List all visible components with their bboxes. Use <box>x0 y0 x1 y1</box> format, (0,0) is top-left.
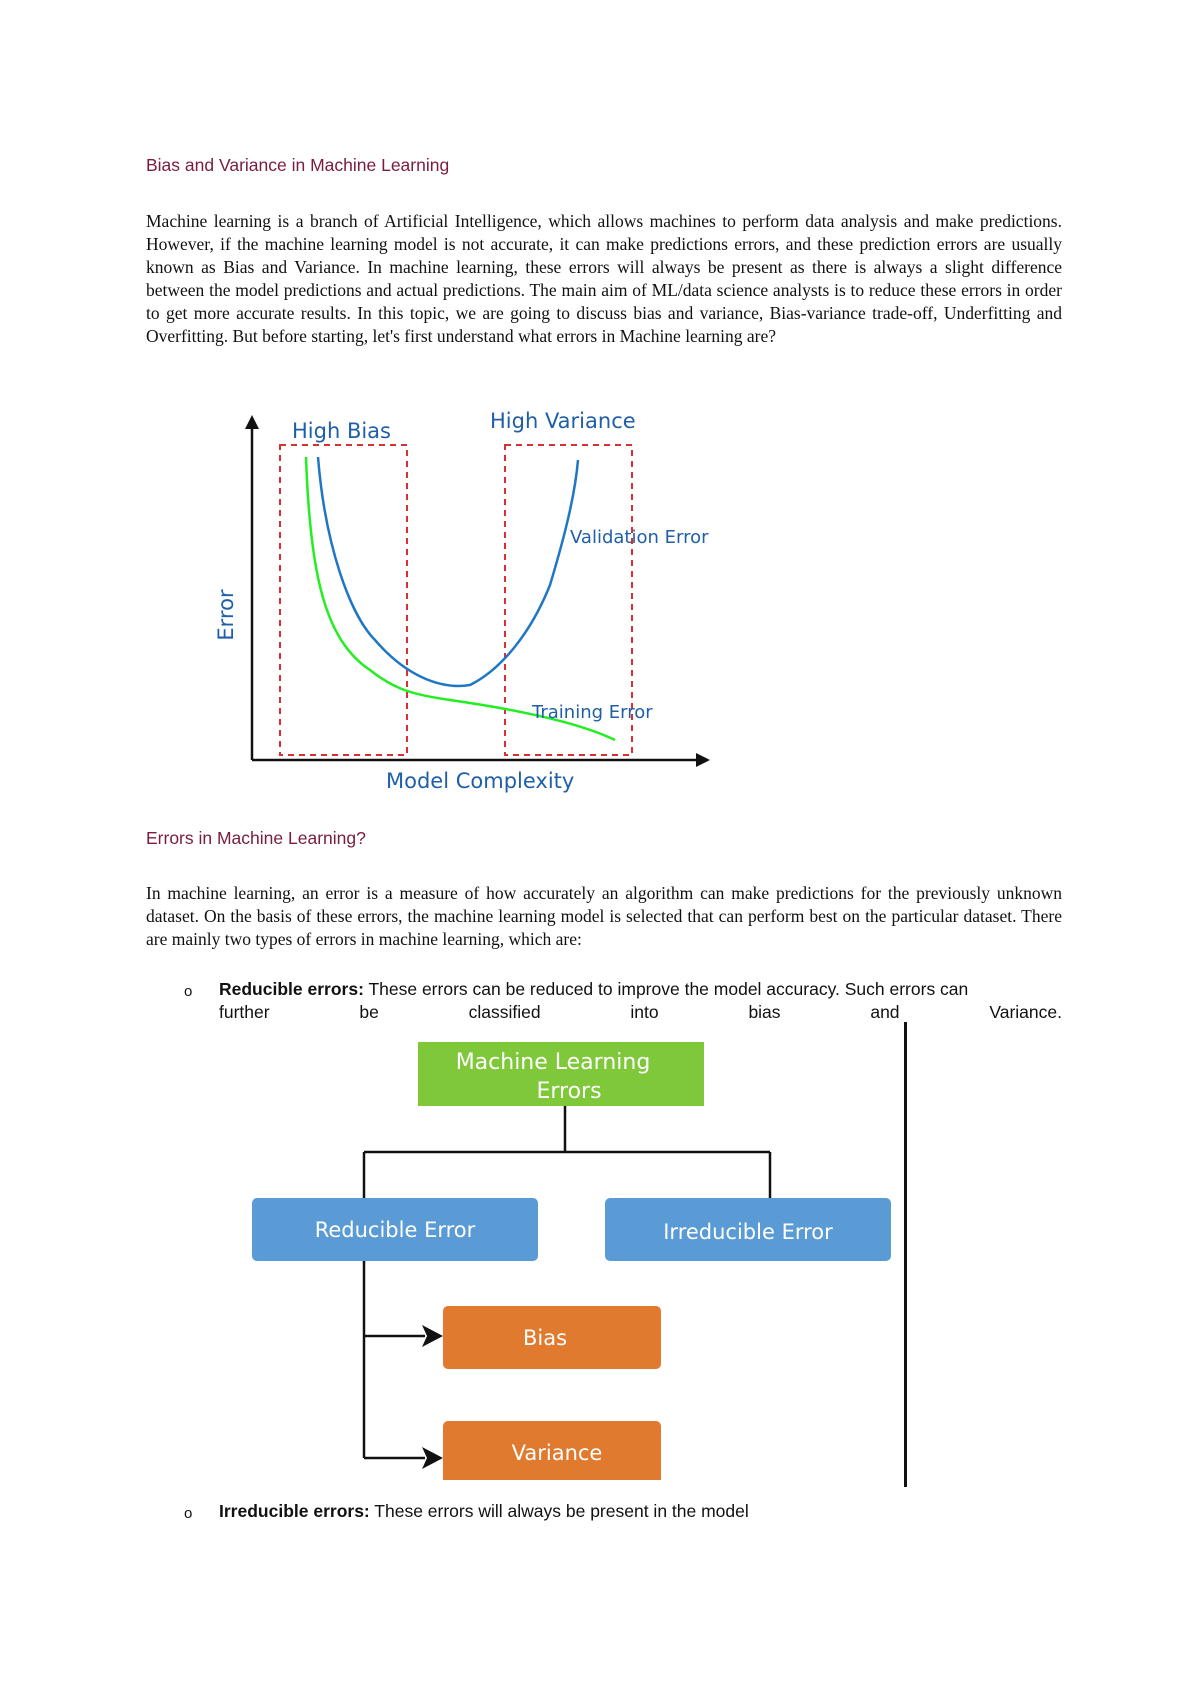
y-axis-arrow <box>245 415 259 429</box>
reducible-text: These errors can be reduced to improve the model accuracy. Such errors can <box>368 979 969 999</box>
bias-variance-chart <box>200 405 760 795</box>
x-axis-label: Model Complexity <box>386 769 575 793</box>
page-title: Bias and Variance in Machine Learning <box>146 155 450 175</box>
root-node-line1: Machine Learning <box>455 1050 651 1075</box>
errors-paragraph: In machine learning, an error is a measure of how accurately an algorithm can make predictions for the previously unknown dataset. On the basis of these errors, the machine learning model is selected that can perform best on the particular dataset. There are mainly two types of errors in machine learning, which are: <box>146 883 1062 949</box>
svg-text:Irreducible Error: Irreducible Error <box>663 1220 833 1244</box>
section-heading-errors: Errors in Machine Learning? <box>146 828 366 848</box>
reducible-text-line2: further be classified into bias and Variance. <box>219 1002 1062 1022</box>
bullet-reducible <box>219 978 1062 1024</box>
validation-error-label: Validation Error <box>570 527 709 548</box>
svg-text:Variance: Variance <box>511 1441 603 1465</box>
bullet-irreducible <box>219 1500 1062 1523</box>
irreducible-text: These errors will always be present in the model <box>374 1501 749 1521</box>
high-variance-label: High Variance <box>490 409 636 433</box>
bullet-marker: o <box>184 983 193 1000</box>
svg-text:Reducible Error: Reducible Error <box>314 1218 476 1242</box>
bullet-marker: o <box>184 1505 193 1522</box>
x-axis-arrow <box>696 753 710 767</box>
ml-errors-tree <box>240 1040 900 1480</box>
irreducible-label: Irreducible errors: <box>219 1501 370 1521</box>
training-error-label: Training Error <box>532 702 653 723</box>
high-bias-region <box>280 445 407 755</box>
svg-text:Bias: Bias <box>522 1326 568 1350</box>
reducible-label: Reducible errors: <box>219 979 364 999</box>
y-axis-label: Error <box>214 589 238 641</box>
high-bias-label: High Bias <box>292 419 391 443</box>
vertical-rule <box>904 1022 907 1487</box>
root-node-line2: Errors <box>536 1079 602 1104</box>
validation-error-curve <box>318 457 578 686</box>
intro-paragraph: Machine learning is a branch of Artificial Intelligence, which allows machines to perform data analysis and make predictions. However, if the machine learning model is not accurate, it can make predictions errors, and these prediction errors are usually known as Bias and Variance. In machine learning, these errors will always be present as there is always a slight difference between the model predictions and actual predictions. The main aim of ML/data science analysts is to reduce these errors in order to get more accurate results. In this topic, we are going to discuss bias and variance, Bias-variance trade-off, Underfitting and Overfitting. But before starting, let's first understand what errors in Machine learning are? <box>146 211 1062 346</box>
training-error-curve <box>306 457 615 740</box>
